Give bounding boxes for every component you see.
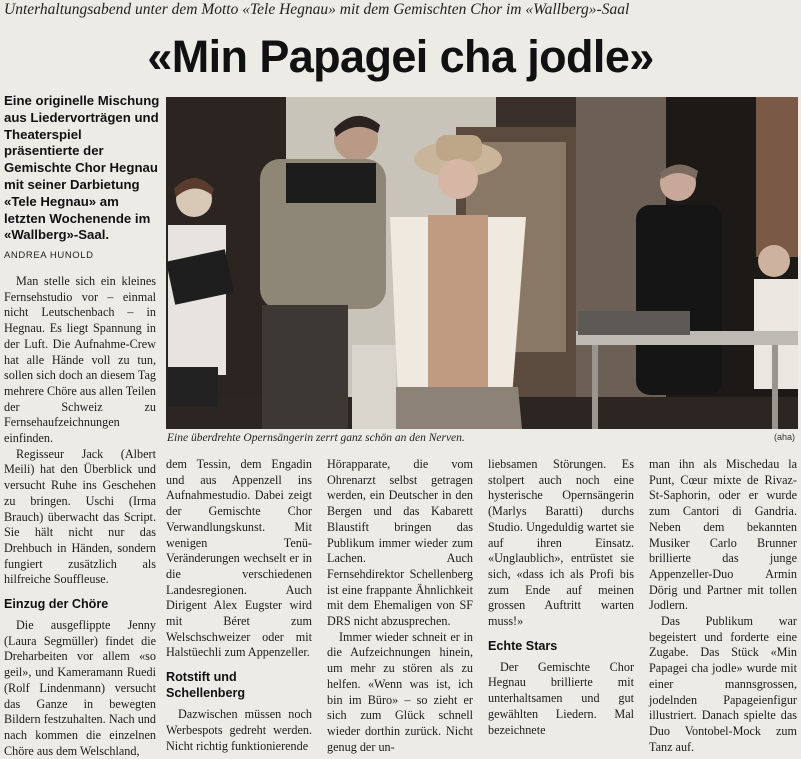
article-photo [166, 97, 798, 429]
photo-caption: Eine überdrehte Opernsängerin zerrt ganz schön an den Nerven. [167, 432, 465, 444]
paragraph: Hörapparate, die vom Ohrenarzt selbst getragen werden, ein Deutscher in den Bergen und das Kabarett Blaustift bringen das Publikum immer wieder zum Lachen. Auch Fernsehdirektor Schellenberg ist eine frappante Ähnlichkeit mit dem Ehemaligen von SF DRS nicht abzusprechen. [327, 457, 473, 629]
paragraph: Dazwischen müssen noch Werbespots gedreht werden. Nicht richtig funktionierende [166, 707, 312, 753]
lead-paragraph: Eine originelle Mischung aus Liedervorträgen und Theaterspiel präsentierte der Gemischte Chor Hegnau mit seiner Darbietung «Tele Hegnau» am letzten Wochenende im «Wallberg»-Saal. [4, 93, 160, 243]
paragraph: Der Gemischte Chor Hegnau brillierte mit unterhaltsamen und gut gewählten Liedern. Mal bezeichnete [488, 659, 634, 737]
headline: «Min Papagei cha jodle» [147, 31, 654, 82]
paragraph: Regisseur Jack (Albert Meili) hat den Überblick und versucht Ruhe ins Geschehen zu bringen. Uschi (Irma Brauch) überwacht das Script. Sie hält nicht nur das Drehbuch in Händen, sondern fungiert zusätzlich als hilfreiche Souffleuse. [4, 446, 156, 587]
paragraph: dem Tessin, dem Engadin und aus Appenzell ins Aufnahmestudio. Dabei zeigt der Gemischte Chor Verwandlungskunst. Mit wenigen Tenü-Veränderungen wechselt er in die verschiedenen Landesregionen. Auch Dirigent Alex Eugster wird mit Béret zum Welschschweizer oder mit Halstüechli zum Appenzeller. [166, 457, 312, 660]
paragraph: Das Publikum war begeistert und forderte eine Zugabe. Das Stück «Min Papagei cha jodle» wurde mit einer mannsgrossen, jodelnden Papageienfigur illustriert. Danach spielte das Duo Vontobel-Mock zum Tanz auf. [649, 614, 797, 754]
paragraph: Man stelle sich ein kleines Fernsehstudio vor – einmal nicht Leutschenbach – in Hegnau. Es liegt Spannung in der Luft. Die Aufnahme-Crew hat alle Hände voll zu tun, sollen sich doch an diesem Tag mehrere Chöre aus allen Teilen der Schweiz zu Fernsehaufzeichnungen einfinden. [4, 274, 156, 446]
article-column-1 [4, 274, 156, 759]
subheading: Rotstift und Schellenberg [166, 670, 246, 701]
photo-credit: (aha) [773, 432, 795, 442]
author-byline: ANDREA HUNOLD [4, 250, 94, 261]
stage-scene-illustration [166, 97, 798, 429]
article-column-2 [166, 457, 312, 754]
article-column-5 [649, 457, 797, 755]
kicker-line: Unterhaltungsabend unter dem Motto «Tele Hegnau» mit dem Gemischten Chor im «Wallberg»-Saal [4, 1, 630, 18]
paragraph: Immer wieder schneit er in die Aufzeichnungen hinein, um mehr zu stören als zu helfen. «Wenn was ist, ich bin im Büro» – so zieht er sich zum Glück schnell wieder dorthin zurück. Nicht genug der un- [327, 629, 473, 754]
article-column-4 [488, 457, 634, 738]
paragraph: man ihn als Mischedau la Punt, Cœur mixte de Rivaz-St-Saphorin, oder er wurde zum Cantori di Gandria. Neben dem bekannten Musiker Carlo Brunner brillierte das junge Appenzeller-Duo Armin Dörig und Partner mit tollen Jodlern. [649, 457, 797, 613]
article-column-3 [327, 457, 473, 755]
paragraph: Die ausgeflippte Jenny (Laura Segmüller) findet die Dreharbeiten vor allem «so geil», und Kameramann Ruedi (Rolf Lindenmann) versucht das Ganze in bewegten Bildern festzuhalten. Nach und nach kommen die einzelnen Chöre aus dem Welschland, [4, 618, 156, 758]
subheading: Einzug der Chöre [4, 597, 109, 612]
paragraph: liebsamen Störungen. Es stolpert auch noch eine hysterische Opernsängerin (Marlys Baratti) durchs Studio. Ungeduldig wartet sie auf ihren Einsatz. «Unglaublich», entrüstet sie sich, «dass ich als Profi bis zum Ende auf meinen grossen Auftritt warten muss!» [488, 457, 634, 629]
subheading: Echte Stars [488, 638, 558, 653]
